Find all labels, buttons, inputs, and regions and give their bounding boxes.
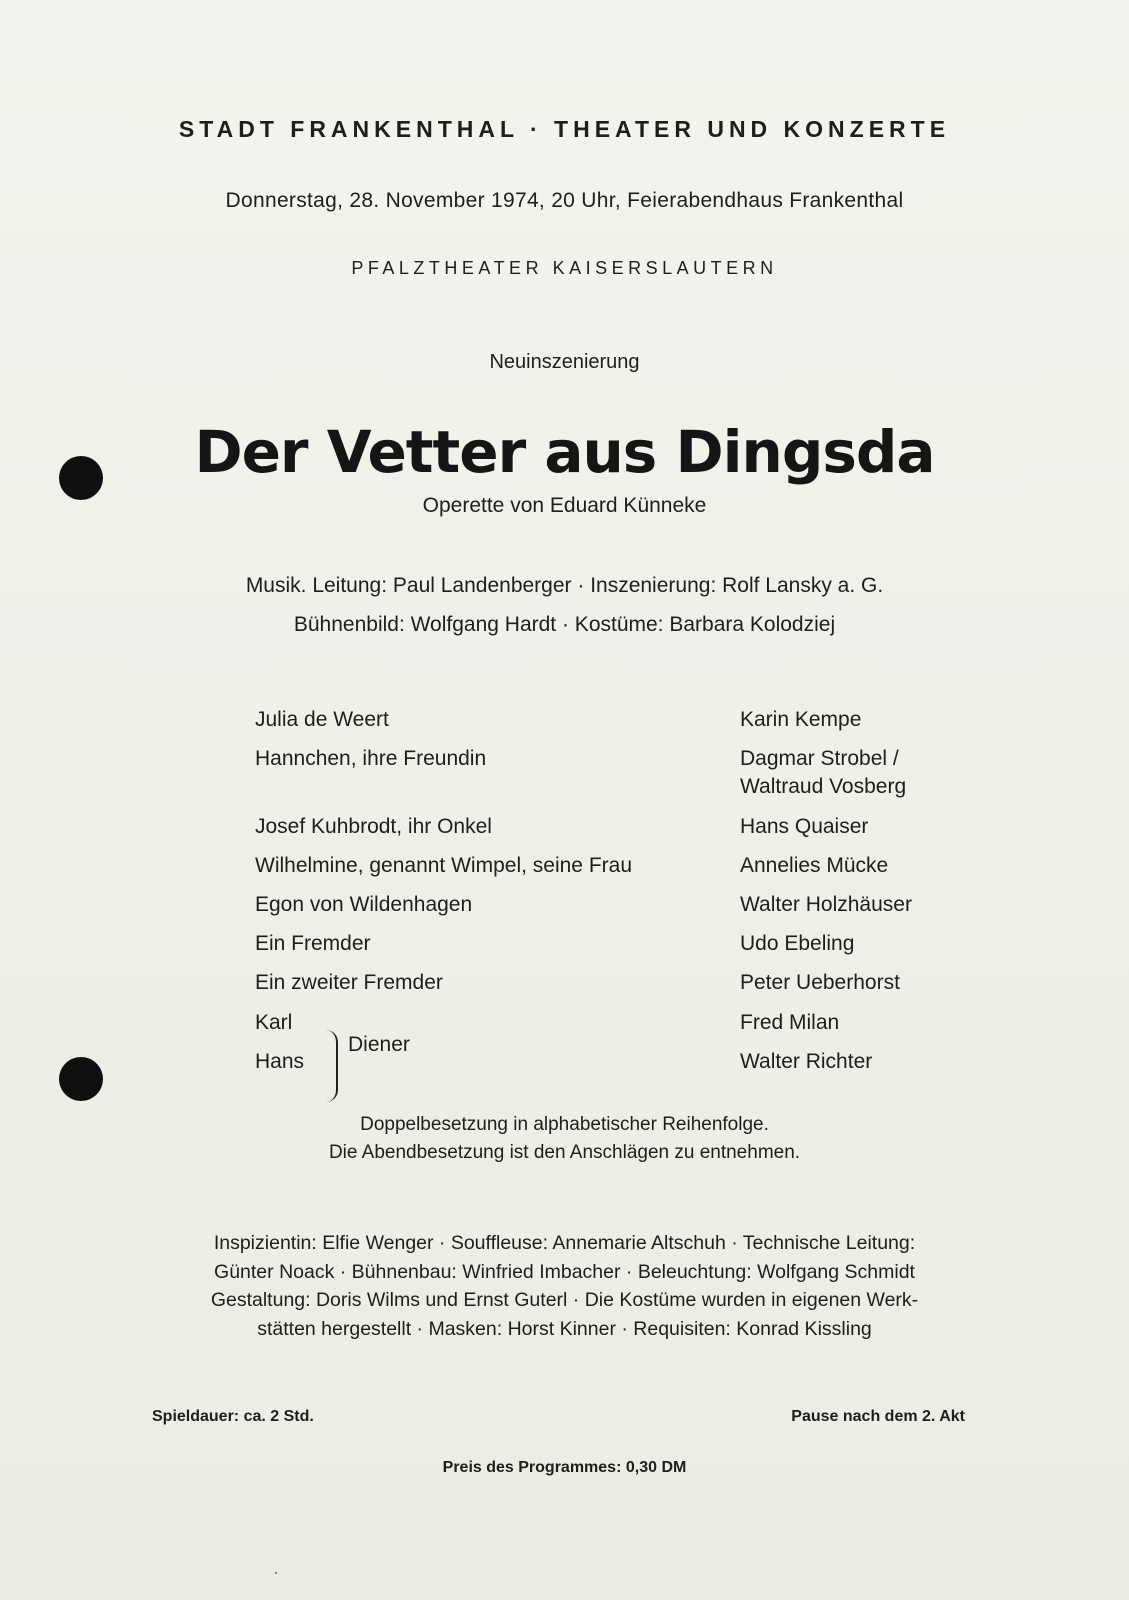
cast-role: Ein Fremder: [255, 932, 371, 955]
cast-role: Egon von Wildenhagen: [255, 893, 473, 916]
casting-note: Die Abendbesetzung ist den Anschlägen zu entnehmen.: [328, 1142, 801, 1163]
presenter-header: STADT FRANKENTHAL · THEATER UND KONZERTE: [178, 116, 951, 142]
cast-role: Julia de Weert: [255, 708, 389, 731]
cast-role: Josef Kuhbrodt, ihr Onkel: [255, 815, 492, 838]
brace-bracket: [322, 1030, 338, 1102]
operetta-title: Der Vetter aus Dingsda: [194, 418, 935, 486]
cast-actor: Hans Quaiser: [740, 815, 869, 838]
punch-hole: [59, 1057, 103, 1101]
cast-role: Wilhelmine, genannt Wimpel, seine Frau: [255, 854, 632, 877]
cast-role: Ein zweiter Fremder: [255, 971, 443, 994]
cast-actor: Peter Ueberhorst: [740, 971, 900, 994]
cast-role: Hannchen, ihre Freundin: [255, 747, 487, 770]
cast-actor: Udo Ebeling: [740, 932, 855, 955]
staff-line: Inspizientin: Elfie Wenger · Souffleuse: Annemarie Altschuh · Technische Leitung:: [213, 1232, 916, 1254]
theater-company: PFALZTHEATER KAISERSLAUTERN: [351, 258, 778, 278]
staff-line: Günter Noack · Bühnenbau: Winfried Imbacher · Beleuchtung: Wolfgang Schmidt: [214, 1261, 915, 1283]
cast-actor: Annelies Mücke: [740, 854, 889, 877]
staff-line: stätten hergestellt · Masken: Horst Kinner · Requisiten: Konrad Kissling: [257, 1318, 872, 1340]
cast-actor: Walter Richter: [740, 1050, 873, 1073]
staff-line: Gestaltung: Doris Wilms und Ernst Guterl · Die Kostüme wurden in eigenen Werk-: [210, 1289, 919, 1311]
performance-date-venue: Donnerstag, 28. November 1974, 20 Uhr, Feierabendhaus Frankenthal: [225, 189, 904, 212]
paper-speck: [275, 1572, 277, 1574]
operetta-subtitle: Operette von Eduard Künneke: [422, 494, 707, 517]
casting-note: Doppelbesetzung in alphabetischer Reihenfolge.: [360, 1114, 769, 1135]
cast-actor: Fred Milan: [740, 1011, 840, 1034]
cast-role: Hans: [255, 1050, 305, 1073]
running-time: Spieldauer: ca. 2 Std.: [152, 1408, 314, 1425]
cast-role: Karl: [255, 1011, 293, 1034]
program-price: Preis des Programmes: 0,30 DM: [442, 1459, 687, 1476]
credits-line: Musik. Leitung: Paul Landenberger · Inszenierung: Rolf Lansky a. G.: [245, 574, 884, 597]
production-note: Neuinszenierung: [489, 351, 640, 373]
intermission-note: Pause nach dem 2. Akt: [791, 1408, 965, 1425]
cast-actor: Waltraud Vosberg: [740, 775, 907, 798]
cast-actor: Karin Kempe: [740, 708, 862, 731]
servant-group-label: Diener: [348, 1033, 410, 1056]
cast-actor: Walter Holzhäuser: [740, 893, 912, 916]
cast-actor: Dagmar Strobel /: [740, 747, 899, 770]
credits-line: Bühnenbild: Wolfgang Hardt · Kostüme: Barbara Kolodziej: [293, 613, 836, 636]
